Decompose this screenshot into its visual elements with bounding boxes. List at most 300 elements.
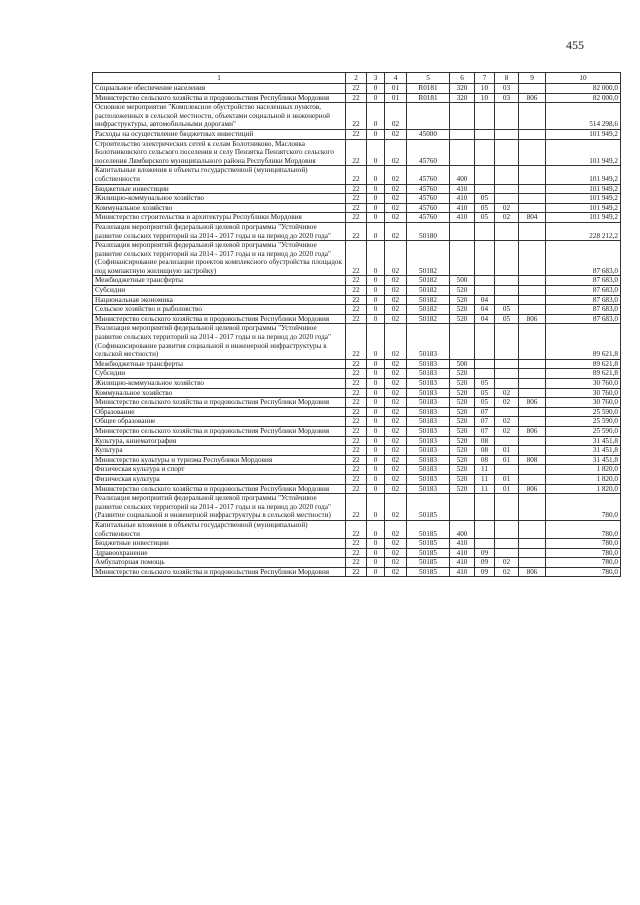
row-code-cell: 22 <box>346 93 367 103</box>
row-code-cell: 410 <box>450 558 475 568</box>
row-code-cell: 0 <box>367 520 385 538</box>
row-code-cell <box>495 276 519 286</box>
row-code-cell: 520 <box>450 398 475 408</box>
row-code-cell: 520 <box>450 379 475 389</box>
row-name-cell: Бюджетные инвестиции <box>93 184 346 194</box>
row-code-cell: 22 <box>346 446 367 456</box>
row-code-cell: 22 <box>346 465 367 475</box>
row-code-cell <box>495 539 519 549</box>
row-code-cell: 45760 <box>407 139 450 166</box>
table-row <box>93 426 621 436</box>
row-code-cell: 22 <box>346 567 367 577</box>
row-code-cell: 50183 <box>407 324 450 359</box>
row-code-cell: 22 <box>346 426 367 436</box>
row-name-cell: Министерство сельского хозяйства и продовольствия Республики Мордовия <box>93 567 346 577</box>
table-row <box>93 484 621 494</box>
row-name-cell: Министерство сельского хозяйства и продовольствия Республики Мордовия <box>93 398 346 408</box>
row-code-cell: 05 <box>475 388 495 398</box>
row-code-cell: 50183 <box>407 359 450 369</box>
row-code-cell: 02 <box>385 129 407 139</box>
row-code-cell <box>519 295 546 305</box>
row-name-cell: Министерство сельского хозяйства и продовольствия Республики Мордовия <box>93 314 346 324</box>
row-code-cell: 0 <box>367 455 385 465</box>
row-name-cell: Жилищно-коммунальное хозяйство <box>93 194 346 204</box>
row-code-cell: 410 <box>450 548 475 558</box>
row-amount-cell: 87 683,0 <box>546 286 621 296</box>
row-code-cell <box>407 103 450 130</box>
row-code-cell: 520 <box>450 407 475 417</box>
row-code-cell: 03 <box>495 84 519 94</box>
row-code-cell <box>519 139 546 166</box>
row-code-cell: 50180 <box>407 222 450 240</box>
row-code-cell <box>495 295 519 305</box>
row-amount-cell: 1 820,0 <box>546 465 621 475</box>
row-code-cell <box>519 184 546 194</box>
row-code-cell: 520 <box>450 295 475 305</box>
row-amount-cell: 1 820,0 <box>546 484 621 494</box>
row-name-cell: Физическая культура <box>93 474 346 484</box>
row-amount-cell: 780,0 <box>546 548 621 558</box>
row-code-cell <box>495 324 519 359</box>
row-name-cell: Общее образование <box>93 417 346 427</box>
row-code-cell: 50185 <box>407 520 450 538</box>
row-amount-cell: 25 590,0 <box>546 407 621 417</box>
row-amount-cell: 101 949,2 <box>546 203 621 213</box>
row-code-cell <box>495 103 519 130</box>
column-header: 9 <box>519 73 546 84</box>
table-header-row <box>93 73 621 84</box>
table-row <box>93 194 621 204</box>
row-code-cell <box>450 103 475 130</box>
row-code-cell: 02 <box>385 426 407 436</box>
row-code-cell: 01 <box>495 484 519 494</box>
row-name-cell: Жилищно-коммунальное хозяйство <box>93 379 346 389</box>
row-code-cell <box>519 241 546 276</box>
row-code-cell <box>450 324 475 359</box>
row-code-cell: 02 <box>385 241 407 276</box>
row-name-cell: Министерство сельского хозяйства и продовольствия Республики Мордовия <box>93 484 346 494</box>
row-code-cell: 520 <box>450 436 475 446</box>
row-code-cell: 50182 <box>407 286 450 296</box>
row-code-cell: 50182 <box>407 241 450 276</box>
row-code-cell: 400 <box>450 166 475 184</box>
row-code-cell: 05 <box>475 379 495 389</box>
row-code-cell: 22 <box>346 455 367 465</box>
row-code-cell: 50183 <box>407 446 450 456</box>
row-name-cell: Национальная экономика <box>93 295 346 305</box>
row-code-cell: 22 <box>346 379 367 389</box>
row-name-cell: Основное мероприятие "Комплексное обустройство населенных пунктов, расположенных в сельской местности, объектами социальной и инженерной инфраструктуры, автомобильными дорогами" <box>93 103 346 130</box>
row-code-cell <box>519 388 546 398</box>
row-amount-cell: 25 590,0 <box>546 417 621 427</box>
row-code-cell <box>519 417 546 427</box>
table-row <box>93 184 621 194</box>
row-code-cell: 320 <box>450 93 475 103</box>
row-name-cell: Строительство электрических сетей к селам Болотниково, Масловка Болотниковского сельского поселения и селу Пензятка Пензятского сельского поселения Лямбирского муниципального района Республики Мордовия <box>93 139 346 166</box>
table-row <box>93 286 621 296</box>
row-code-cell: 02 <box>385 539 407 549</box>
row-code-cell: 45760 <box>407 166 450 184</box>
row-code-cell: 0 <box>367 129 385 139</box>
row-code-cell: 50185 <box>407 548 450 558</box>
table-row <box>93 129 621 139</box>
row-amount-cell: 87 683,0 <box>546 276 621 286</box>
budget-table <box>92 72 621 577</box>
row-code-cell: 07 <box>475 407 495 417</box>
row-amount-cell: 87 683,0 <box>546 241 621 276</box>
row-code-cell: 0 <box>367 539 385 549</box>
row-code-cell: 0 <box>367 417 385 427</box>
row-code-cell <box>495 379 519 389</box>
row-code-cell: 02 <box>385 465 407 475</box>
row-code-cell <box>519 203 546 213</box>
row-amount-cell: 87 683,0 <box>546 305 621 315</box>
row-code-cell <box>475 324 495 359</box>
row-amount-cell: 780,0 <box>546 539 621 549</box>
row-code-cell <box>475 166 495 184</box>
row-code-cell <box>519 558 546 568</box>
row-code-cell: 0 <box>367 194 385 204</box>
row-code-cell: 22 <box>346 103 367 130</box>
row-code-cell: 02 <box>385 407 407 417</box>
row-code-cell: 02 <box>385 436 407 446</box>
row-code-cell <box>495 494 519 521</box>
row-code-cell: 0 <box>367 203 385 213</box>
row-code-cell: 22 <box>346 407 367 417</box>
row-code-cell: 410 <box>450 194 475 204</box>
row-code-cell: 0 <box>367 213 385 223</box>
row-code-cell: 0 <box>367 484 385 494</box>
row-code-cell <box>519 359 546 369</box>
row-code-cell: 22 <box>346 369 367 379</box>
row-code-cell: 09 <box>475 558 495 568</box>
row-code-cell: 22 <box>346 222 367 240</box>
row-code-cell: 05 <box>475 203 495 213</box>
row-code-cell: 22 <box>346 213 367 223</box>
row-name-cell: Сельское хозяйство и рыболовство <box>93 305 346 315</box>
row-code-cell: 410 <box>450 539 475 549</box>
table-row <box>93 213 621 223</box>
row-code-cell: 05 <box>475 398 495 408</box>
row-code-cell: 520 <box>450 417 475 427</box>
table-row <box>93 494 621 521</box>
row-code-cell: 02 <box>385 166 407 184</box>
row-amount-cell: 31 451,8 <box>546 446 621 456</box>
row-code-cell: 22 <box>346 324 367 359</box>
row-amount-cell: 780,0 <box>546 558 621 568</box>
table-row <box>93 388 621 398</box>
row-amount-cell: 82 000,0 <box>546 84 621 94</box>
row-code-cell <box>495 369 519 379</box>
row-code-cell <box>450 139 475 166</box>
row-code-cell <box>519 465 546 475</box>
row-code-cell: 0 <box>367 359 385 369</box>
row-amount-cell: 780,0 <box>546 520 621 538</box>
row-code-cell <box>475 520 495 538</box>
row-code-cell <box>475 241 495 276</box>
row-code-cell: 02 <box>385 276 407 286</box>
row-code-cell <box>475 184 495 194</box>
row-amount-cell: 89 621,8 <box>546 324 621 359</box>
column-header: 8 <box>495 73 519 84</box>
row-code-cell: 22 <box>346 539 367 549</box>
row-code-cell: 02 <box>495 426 519 436</box>
row-code-cell: 520 <box>450 484 475 494</box>
row-code-cell: 04 <box>475 295 495 305</box>
row-code-cell: 22 <box>346 398 367 408</box>
row-code-cell: 50185 <box>407 539 450 549</box>
row-code-cell: 22 <box>346 484 367 494</box>
row-name-cell: Физическая культура и спорт <box>93 465 346 475</box>
row-code-cell <box>475 539 495 549</box>
table-row <box>93 314 621 324</box>
row-code-cell: 808 <box>519 455 546 465</box>
table-row <box>93 407 621 417</box>
column-header: 2 <box>346 73 367 84</box>
row-code-cell: R0181 <box>407 93 450 103</box>
row-code-cell: 410 <box>450 213 475 223</box>
row-code-cell: 01 <box>385 93 407 103</box>
row-code-cell: 0 <box>367 558 385 568</box>
row-code-cell <box>495 222 519 240</box>
row-amount-cell: 101 949,2 <box>546 213 621 223</box>
row-code-cell: 50182 <box>407 276 450 286</box>
row-name-cell: Социальное обеспечение населения <box>93 84 346 94</box>
row-code-cell: 520 <box>450 474 475 484</box>
row-code-cell: 22 <box>346 494 367 521</box>
table-row <box>93 305 621 315</box>
row-code-cell: 02 <box>495 558 519 568</box>
row-code-cell <box>519 276 546 286</box>
row-code-cell <box>495 241 519 276</box>
row-amount-cell: 82 000,0 <box>546 93 621 103</box>
row-code-cell: 22 <box>346 314 367 324</box>
column-header: 5 <box>407 73 450 84</box>
row-code-cell: 806 <box>519 93 546 103</box>
row-amount-cell: 30 760,0 <box>546 388 621 398</box>
row-code-cell: 05 <box>475 213 495 223</box>
row-code-cell <box>519 520 546 538</box>
row-code-cell: 02 <box>385 548 407 558</box>
row-amount-cell: 780,0 <box>546 494 621 521</box>
row-code-cell: 02 <box>495 417 519 427</box>
row-amount-cell: 228 212,2 <box>546 222 621 240</box>
row-code-cell: 50182 <box>407 295 450 305</box>
row-code-cell <box>475 129 495 139</box>
row-code-cell: 22 <box>346 417 367 427</box>
row-code-cell: 04 <box>475 305 495 315</box>
row-code-cell: 22 <box>346 286 367 296</box>
row-code-cell: 02 <box>495 388 519 398</box>
row-code-cell: 22 <box>346 305 367 315</box>
row-code-cell: 500 <box>450 276 475 286</box>
row-code-cell: 0 <box>367 139 385 166</box>
row-code-cell <box>519 436 546 446</box>
row-code-cell: 45760 <box>407 194 450 204</box>
row-code-cell: 02 <box>495 203 519 213</box>
row-name-cell: Бюджетные инвестиции <box>93 539 346 549</box>
row-code-cell: 45760 <box>407 213 450 223</box>
row-code-cell <box>495 166 519 184</box>
row-name-cell: Культура, кинематография <box>93 436 346 446</box>
row-code-cell: 22 <box>346 241 367 276</box>
row-name-cell: Министерство строительства и архитектуры Республики Мордовия <box>93 213 346 223</box>
row-code-cell: 0 <box>367 465 385 475</box>
row-code-cell <box>519 166 546 184</box>
row-name-cell: Амбулаторная помощь <box>93 558 346 568</box>
table-row <box>93 222 621 240</box>
row-code-cell: 520 <box>450 388 475 398</box>
row-code-cell: 0 <box>367 494 385 521</box>
row-code-cell: 22 <box>346 194 367 204</box>
row-code-cell: 10 <box>475 84 495 94</box>
row-code-cell: 02 <box>385 295 407 305</box>
row-code-cell: 02 <box>385 379 407 389</box>
row-code-cell: 520 <box>450 465 475 475</box>
row-code-cell: 50183 <box>407 388 450 398</box>
row-amount-cell: 89 621,8 <box>546 359 621 369</box>
row-amount-cell: 25 590,0 <box>546 426 621 436</box>
table-row <box>93 359 621 369</box>
table-row <box>93 567 621 577</box>
row-code-cell: 804 <box>519 213 546 223</box>
row-code-cell: 520 <box>450 446 475 456</box>
row-code-cell <box>519 407 546 417</box>
row-amount-cell: 101 949,2 <box>546 129 621 139</box>
column-header: 3 <box>367 73 385 84</box>
row-code-cell <box>475 139 495 166</box>
row-code-cell: 01 <box>495 446 519 456</box>
row-amount-cell: 87 683,0 <box>546 314 621 324</box>
row-code-cell: 02 <box>385 305 407 315</box>
row-name-cell: Министерство сельского хозяйства и продовольствия Республики Мордовия <box>93 93 346 103</box>
row-code-cell: 01 <box>495 474 519 484</box>
row-code-cell: 520 <box>450 314 475 324</box>
row-code-cell: 02 <box>385 494 407 521</box>
table-row <box>93 93 621 103</box>
row-code-cell: 02 <box>495 567 519 577</box>
column-header: 6 <box>450 73 475 84</box>
row-code-cell: 02 <box>385 324 407 359</box>
row-code-cell: 10 <box>475 93 495 103</box>
table-row <box>93 139 621 166</box>
row-amount-cell: 31 451,8 <box>546 455 621 465</box>
row-code-cell: 22 <box>346 474 367 484</box>
row-code-cell: 45760 <box>407 184 450 194</box>
row-code-cell: 0 <box>367 305 385 315</box>
row-code-cell: 50183 <box>407 474 450 484</box>
row-code-cell: 0 <box>367 436 385 446</box>
row-code-cell <box>495 465 519 475</box>
row-code-cell: 50185 <box>407 558 450 568</box>
row-code-cell <box>475 276 495 286</box>
table-row <box>93 465 621 475</box>
row-code-cell: 22 <box>346 139 367 166</box>
row-code-cell <box>475 222 495 240</box>
column-header: 7 <box>475 73 495 84</box>
row-code-cell: 02 <box>385 484 407 494</box>
row-code-cell: 02 <box>385 398 407 408</box>
row-name-cell: Министерство сельского хозяйства и продовольствия Республики Мордовия <box>93 426 346 436</box>
row-code-cell: 0 <box>367 398 385 408</box>
row-code-cell: 50183 <box>407 484 450 494</box>
row-name-cell: Реализация мероприятий федеральной целевой программы "Устойчивое развитие сельских территорий на 2014 - 2017 годы и на период до 2020 года" (Софинансирование реализации проектов комплексного обустройства площадок под компактную жилищную застройку) <box>93 241 346 276</box>
row-code-cell: 01 <box>385 84 407 94</box>
row-code-cell: 08 <box>475 455 495 465</box>
row-code-cell: 22 <box>346 295 367 305</box>
row-code-cell: 0 <box>367 324 385 359</box>
row-amount-cell: 101 949,2 <box>546 139 621 166</box>
row-code-cell: 02 <box>385 184 407 194</box>
row-code-cell: 22 <box>346 558 367 568</box>
table-row <box>93 369 621 379</box>
row-code-cell: 50183 <box>407 379 450 389</box>
row-code-cell: 07 <box>475 417 495 427</box>
row-code-cell: 22 <box>346 203 367 213</box>
row-code-cell: 50183 <box>407 417 450 427</box>
row-code-cell: 50183 <box>407 426 450 436</box>
row-code-cell: 02 <box>385 558 407 568</box>
row-code-cell <box>495 194 519 204</box>
table-row <box>93 295 621 305</box>
row-code-cell <box>519 194 546 204</box>
row-amount-cell: 101 949,2 <box>546 184 621 194</box>
column-header: 4 <box>385 73 407 84</box>
row-amount-cell: 31 451,8 <box>546 436 621 446</box>
row-code-cell: 520 <box>450 369 475 379</box>
row-code-cell <box>519 548 546 558</box>
row-amount-cell: 514 298,6 <box>546 103 621 130</box>
row-code-cell: 0 <box>367 369 385 379</box>
row-code-cell: 22 <box>346 84 367 94</box>
row-amount-cell: 1 820,0 <box>546 474 621 484</box>
table-row <box>93 379 621 389</box>
table-row <box>93 84 621 94</box>
row-code-cell <box>519 446 546 456</box>
row-code-cell: 22 <box>346 276 367 286</box>
row-code-cell <box>519 494 546 521</box>
row-code-cell: 02 <box>385 203 407 213</box>
table-row <box>93 539 621 549</box>
row-code-cell <box>519 305 546 315</box>
row-code-cell <box>495 407 519 417</box>
row-name-cell: Расходы на осуществление бюджетных инвестиций <box>93 129 346 139</box>
row-amount-cell: 89 621,8 <box>546 369 621 379</box>
row-code-cell: 0 <box>367 314 385 324</box>
row-code-cell: 806 <box>519 484 546 494</box>
row-code-cell: 02 <box>385 359 407 369</box>
row-code-cell: 08 <box>475 446 495 456</box>
row-code-cell <box>519 222 546 240</box>
row-name-cell: Министерство культуры и туризма Республики Мордовия <box>93 455 346 465</box>
row-code-cell: 11 <box>475 465 495 475</box>
row-code-cell <box>475 359 495 369</box>
row-code-cell <box>519 324 546 359</box>
page-number: 455 <box>566 38 584 52</box>
row-code-cell <box>519 103 546 130</box>
row-name-cell: Межбюджетные трансферты <box>93 359 346 369</box>
row-code-cell: 02 <box>385 222 407 240</box>
row-code-cell: 09 <box>475 548 495 558</box>
row-name-cell: Образование <box>93 407 346 417</box>
row-amount-cell: 30 760,0 <box>546 379 621 389</box>
row-code-cell: 02 <box>385 314 407 324</box>
table-row <box>93 103 621 130</box>
row-name-cell: Культура <box>93 446 346 456</box>
row-code-cell: 50183 <box>407 436 450 446</box>
row-name-cell: Капитальные вложения в объекты государственной (муниципальной) собственности <box>93 166 346 184</box>
row-code-cell: 0 <box>367 388 385 398</box>
